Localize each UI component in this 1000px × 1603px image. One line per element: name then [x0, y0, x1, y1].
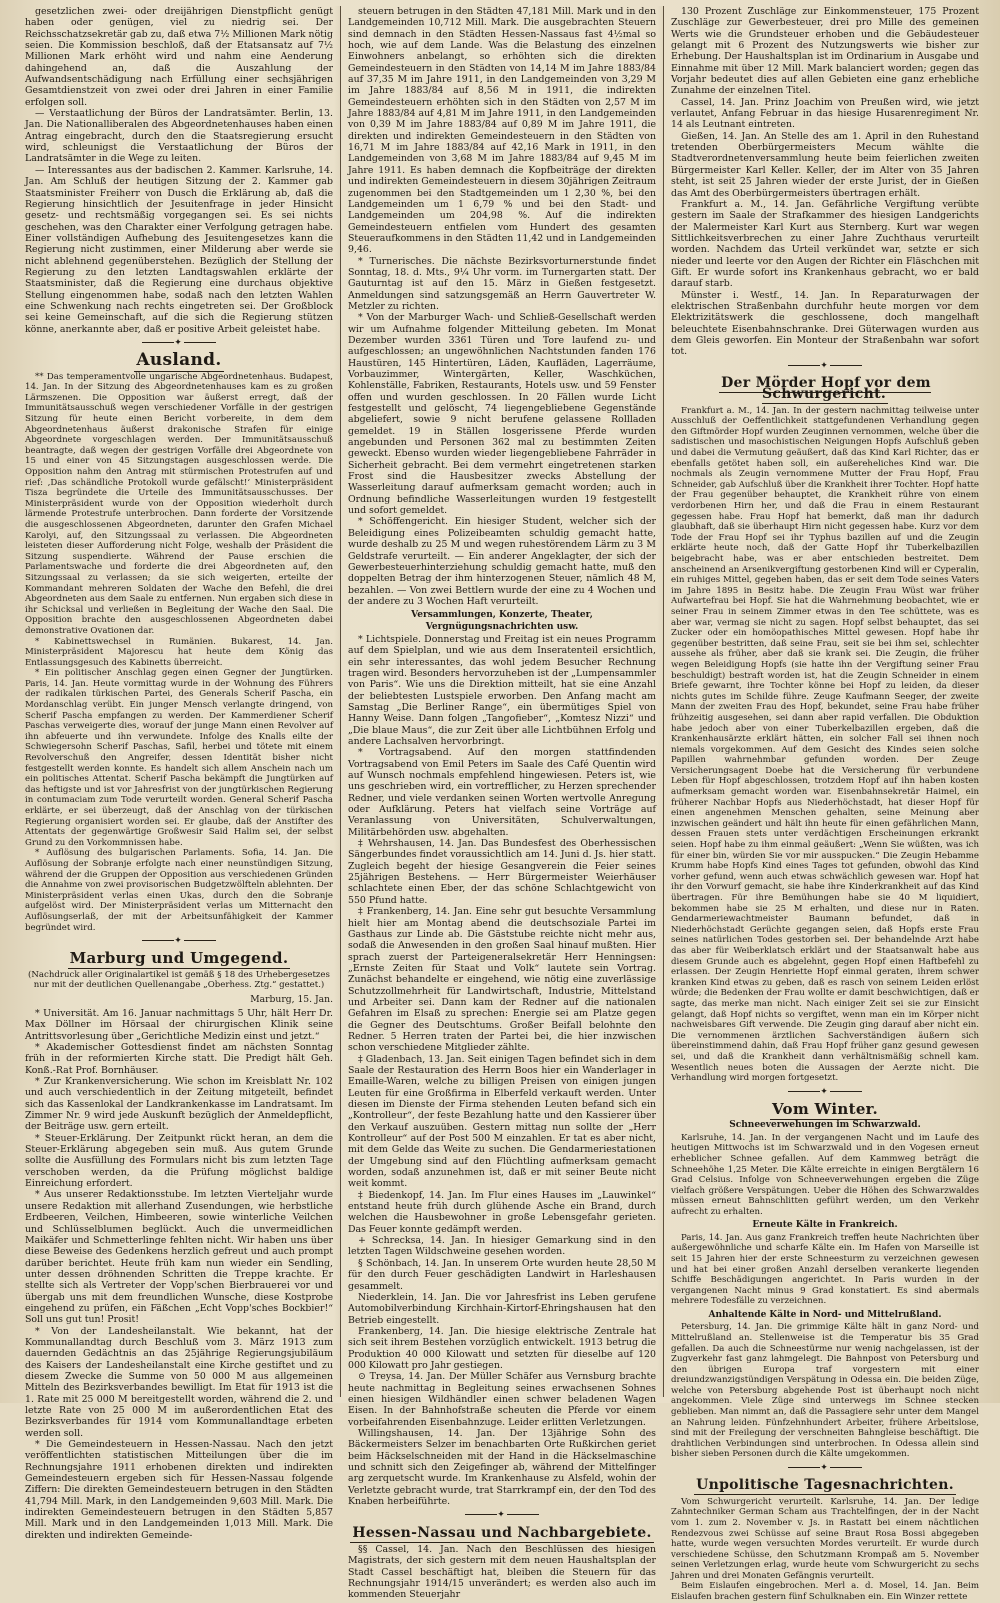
article-paragraph: * Zur Krankenversicherung. Wie schon im Kreisblatt Nr. 102 und auch verschiedentlich in der Zeitung mitgeteilt, befindet sich das Kassenlokal der Landkrankenkasse im Landratsamt. Im Zimmer Nr. 9 wird jede Auskunft bezüglich der Anmeldepflicht, der Beiträge usw. gern erteilt.: [25, 1076, 333, 1133]
article-paragraph: * Steuer-Erklärung. Der Zeitpunkt rückt heran, an dem die Steuer-Erklärung abgegeben sein muß. Aus gutem Grunde sollte die Ausfüllung des Formulars nicht bis zum letzten Tage verschoben werden, da die Prüfung möglichst baldige Einreichung erfordert.: [25, 1132, 333, 1190]
article-paragraph: ‡ Gladenbach, 13. Jan. Seit einigen Tagen befindet sich in dem Saale der Restauration des Herrn Boos hier ein Wanderlager in Emaille-Waren, welche zu billigen Preisen von einigen jungen Leuten für eine Großfirma in Elberfeld verkauft werden. Unter diesen im Dienste der Firma stehenden Leuten befand sich ein „Kontrolleur“, der feste Bezahlung hatte und den Kassierer über den Verkauf auszuüben. Gestern mittag nun sollte der „Herr Kontrolleur“ auf der Post 500 M einzahlen. Er tat es aber nicht, mit dem Gelde das Weite zu suchen. Die Gendarmeriestationen der Umgebung sind auf den Flüchtling aufmerksam gemacht worden, sodaß anzunehmen ist, daß er mit seiner Beute nicht weit kommt.: [348, 1053, 656, 1190]
divider: ✦: [348, 1510, 656, 1521]
column-2: [341, 6, 664, 1601]
article-paragraph: ‡ Wehrshausen, 14. Jan. Das Bundesfest des Oberhessischen Sängerbundes findet voraussichtlich am 14. Juni d. Js. hier statt. Zugleich begeht der hiesige Gesangverein die Feier seines 25jährigen Bestehens. — Herr Bürgermeister Weierhäuser schlachtete einen Eber, der das schöne Schlachtgewicht von 550 Pfund hatte.: [348, 838, 656, 906]
article-paragraph: Frankfurt a. M., 14. Jan. Gefährliche Vergiftung verübte gestern im Saale der Strafkammer des hiesigen Landgerichts der Malermeister Karl Kurt aus Sternberg. Kurt war wegen Sittlichkeitsverbrechen zu einer Jahre Zuchthaus verurteilt worden. Nachdem das Urteil verkündet war, setzte er sich nieder und leerte vor den Augen der Richter ein Fläschchen mit Gift. Er wurde sofort ins Krankenhaus gebracht, wo er bald darauf starb.: [671, 198, 979, 290]
article-paragraph: * Lichtspiele. Donnerstag und Freitag ist ein neues Programm auf dem Spielplan, und wie aus dem Inseratenteil ersichtlich, ein sehr interessantes, das wohl jedem Besucher Rechnung tragen wird. Besonders hervorzuheben ist der „Lumpensammler von Paris“. Wie uns die Direktion mitteilt, hat sie eine Anzahl der beliebtesten Lustspiele erworben. Den Anfang macht am Samstag „Die Berliner Range“, ein übermütiges Spiel von Hanny Weise. Dann folgen „Tangofieber“, „Komtesz Nizzi“ und „Die blaue Maus“, die zur Zeit über alle Lichtbühnen Erfolg und andere Lachsalven hervorbringt.: [348, 633, 656, 747]
article-paragraph: ⊙ Treysa, 14. Jan. Der Müller Schäfer aus Vernsburg brachte heute nachmittag in Begleitung seines erwachsenen Sohnes einen hiesigen Wildhändler einen schwer beladenen Wagen Eisen. In der Bahnhofstraße scheuten die Pferde vor einem vorbeifahrenden Eisenbahnzuge. Leider erlitten Verletzungen.: [348, 1371, 656, 1428]
article-paragraph: * Aus unserer Redaktionsstube. Im letzten Vierteljahr wurde unsere Redaktion mit allerhand Zusendungen, wie herbstliche Erdbeeren, Veilchen, Himbeeren, sowie winterliche Veilchen und Schlüsselblumen beglückt. Auch die unvermeidlichen Maikäfer und Schmetterlinge fehlten nicht. Wir haben uns über diese Beweise des Gedenkens herzlich gefreut und auch prompt darüber berichtet. Heute früh kam nun wieder ein Sendling, unter dessen dröhnenden Schritten die Treppe krachte. Er stellte sich als Vertreter der Vopp'schen Bierbrauerei vor und übergab uns mit dem freundlichen Wunsche, diese Kostprobe eingehend zu prüfen, ein Fäßchen „Echt Vopp'sches Bockbier!“ Soll uns gut tun! Prosit!: [25, 1189, 333, 1326]
article-paragraph: * Von der Marburger Wach- und Schließ-Gesellschaft werden wir um Aufnahme folgender Mitteilung gebeten. Im Monat Dezember wurden 3361 Türen und Tore laufend zu- und aufgeschlossen; an ungewöhnlichen Nachtstunden fanden 176 Haustüren, 145 Hintertüren, Läden, Kaufläden, Lagerräume, Vorbauzimmer, Wintergärten, Keller, Waschküchen, Kohlenställe, Fabriken, Restaurants, Hotels usw. und 59 Fenster offen und wurden geschlossen. In 20 Fällen wurde Licht festgestellt und gelöscht, 74 liegengebliebene Gegenstände abgeliefert, sowie 9 nicht berufene gelassene Rollladen gemeldet. 19 in Ställen losgerissene Pferde wurden angebunden und Personen 362 mal zu bestimmten Zeiten geweckt. Ebenso wurden wieder liegengebliebene Fahrräder in Sicherheit gebracht. Bei dem vermehrt eingetretenen starken Frost sind die Hausbesitzer zwecks Abstellung der Wasserleitung darauf aufmerksam gemacht worden; auch in Ordnung befindliche Wasserleitungen wurden 19 festgestellt und sofort gemeldet.: [348, 312, 656, 517]
subsection-heading: Erneute Kälte in Frankreich.: [752, 1220, 898, 1231]
article-paragraph: Karlsruhe, 14. Jan. In der vergangenen Nacht und im Laufe des heutigen Mittwochs ist im Schwarzwald und in den Vogesen erneut erheblicher Schnee gefallen. Auf dem Kammweg beträgt die Schneehöhe 1,25 Meter. Die Kälte erreichte in einigen Bergtälern 16 Grad Celsius. Infolge von Schneeverwehungen ergeben die Züge vielfach größere Verspätungen. Ueber die Höhen des Schwarzwaldes müssen erneut Bahnschlitten geführt werden, um den Verkehr aufrecht zu erhalten.: [671, 1132, 979, 1217]
column-1: [18, 6, 341, 1541]
article-paragraph: * Von der Landesheilanstalt. Wie bekannt, hat der Kommunallandtag durch Beschluß vom 3. März 1913 zum dauernden Gedächtnis an das 25jährige Regierungsjubiläum des Kaisers der Landesheilanstalt eine Kirche gestiftet und zu diesem Zwecke die Summe von 50 000 M aus allgemeinen Mitteln des Bezirksverbandes bewilligt. Im Etat für 1913 ist die 1. Rate mit 25 000 M bereitgestellt worden, während die 2. und letzte Rate von 25 000 M im außerordentlichen Etat des Bezirksverbandes für 1914 vom Kommunallandtage erbeten werden soll.: [25, 1325, 333, 1439]
divider: ✦: [25, 338, 333, 349]
article-paragraph: * Universität. Am 16. Januar nachmittags 5 Uhr, hält Herr Dr. Max Döllner im Hörsaal der chirurgischen Klinik seine Antrittsvorlesung über „Gerichtliche Medizin einst und jetzt.“: [25, 1007, 333, 1042]
article-paragraph: Paris, 14. Jan. Aus ganz Frankreich treffen heute Nachrichten über außergewöhnliche und scharfe Kälte ein. Im Hafen von Marseille ist seit 15 Jahren hier der erste Schneesturm zu verzeichnen gewesen und hat bei einer großen Anzahl derselben verankerte liegenden Schiffe Beschädigungen angerichtet. In Paris wurden in der vergangenen Nacht minus 9 Grad konstatiert. Es sind abermals mehrere Todesfälle zu verzeichnen.: [671, 1232, 979, 1307]
article-paragraph: + Schrecksa, 14. Jan. In hiesiger Gemarkung sind in den letzten Tagen Wildschweine gesehen worden.: [348, 1235, 656, 1258]
divider: ✦: [25, 936, 333, 947]
article-paragraph: * Turnerisches. Die nächste Bezirksvorturnerstunde findet Sonntag, 18. d. Mts., 9¼ Uhr vorm. im Turnergarten statt. Der Gauturntag ist auf den 15. März in Gießen festgesetzt. Anmeldungen sind satzungsgemäß an Herrn Gauvertreter W. Metzler zu richten.: [348, 255, 656, 312]
article-paragraph: * Die Gemeindesteuern in Hessen-Nassau. Nach den jetzt veröffentlichten statistischen Mitteilungen über die im Rechnungsjahre 1911 erhobenen direkten und indirekten Gemeindesteuern ergeben sich für Hessen-Nassau folgende Ziffern: Die direkten Gemeindesteuern betrugen in den Städten 41,794 Mill. Mark, in den Landgemeinden 9,603 Mill. Mark. Die indirekten Gemeindesteuern betrugen in den Städten 5,857 Mill. Mark und in den Landgemeinden 1,013 Mill. Mark. Die direkten und indirekten Gemeinde-: [25, 1439, 333, 1541]
article-paragraph: ** Das temperamentvolle ungarische Abgeordnetenhaus. Budapest, 14. Jan. In der Sitzung des Abgeordnetenhauses kam es zu großen Lärmszenen. Die Opposition war äußerst erregt, daß der Immunitätsausschuß wegen verschiedener Vorfälle in der gestrigen Sitzung für heute einen Bericht vorbereite, in dem dem Abgeordnetenhaus äußerst drakonische Strafen für einige Abgeordnete vorgeschlagen werden. Der Immunitätsausschuß beantragte, daß wegen der gestrigen Vorfälle drei Abgeordnete von 15 und einer von 45 Sitzungstagen ausgeschlossen werde. Die Opposition nahm den Antrag mit stürmischen Protestrufen auf und rief: ‚Das schändliche Protokoll wurde gefälscht!‘ Ministerpräsident Tisza begründete die Urteile des Immunitätsausschusses. Der Ministerpräsident wurde von der Opposition wiederholt durch lärmende Protestrufe unterbrochen. Dann forderte der Vorsitzende die ausgeschlossenen Abgeordneten, darunter den Grafen Michael Karolyi, auf, den Sitzungssaal zu verlassen. Die Abgeordneten leisteten dieser Aufforderung nicht Folge, weshalb der Präsident die Sitzung suspendierte. Während der Pause erschien die Parlamentswache und forderte die drei Abgeordneten auf, den Sitzungssaal zu verlassen; da sie sich weigerten, erteilte der Kommandant mehreren Soldaten der Wache den Befehl, die drei Abgeordneten aus dem Saale zu entfernen. Nun ergaben sich diese in ihr Schicksal und verließen in Begleitung der Wache den Saal. Die Opposition brachte den ausgeschlossenen Abgeordneten dabei demonstrative Ovationen dar.: [25, 371, 333, 636]
article-paragraph: * Schöffengericht. Ein hiesiger Student, welcher sich der Beleidigung eines Polizeibeamten schuldig gemacht hatte, wurde deshalb zu 25 M und wegen ruhestörendem Lärm zu 3 M Geldstrafe verurteilt. — Ein anderer Angeklagter, der sich der Gewerbesteuerhinterziehung schuldig gemacht hatte, muß den doppelten Betrag der ihm hinterzogenen Steuer, nämlich 48 M, bezahlen. — Von zwei Bettlern wurde der eine zu 4 Wochen und der andere zu 3 Wochen Haft verurteilt.: [348, 516, 656, 607]
article-paragraph: ‡ Frankenberg, 14. Jan. Eine sehr gut besuchte Versammlung hielt hier am Montag abend die deutschsoziale Partei im Gasthaus zur Linde ab. Die Gäststube reichte nicht mehr aus, sodaß die Anwesenden in den großen Saal hinauf mußten. Hier sprach zuerst der Parteigeneralsekretär Herr Henningsen: „Ernste Zeiten für Staat und Volk“ lautete sein Vortrag. Zunächst behandelte er eingehend, wie nötig eine zuverlässige Schutzzollmehrheit für Landwirtschaft, Industrie, Mittelstand und Arbeiter sei. Dann kam der Redner auf die nationalen Gefahren im Elsaß zu sprechen: Energie sei am Platze gegen die Gegner des Deutschtums. Großer Beifall belohnte den Redner. 5 Herren traten der Partei bei, die hier inzwischen schon verschiedene Mitglieder zählte.: [348, 906, 656, 1054]
article-paragraph: — Verstaatlichung der Büros der Landratsämter. Berlin, 13. Jan. Die Nationalliberalen des Abgeordnetenhauses haben einen Antrag eingebracht, durch den die Staatsregierung ersucht wird, schleunigst die Verstaatlichung der Büros der Landratsämter in die Wege zu leiten.: [25, 108, 333, 165]
article-paragraph: * Kabinettswechsel in Rumänien. Bukarest, 14. Jan. Ministerpräsident Majorescu hat heute dem König das Entlassungsgesuch des Kabinetts überreicht.: [25, 636, 333, 668]
article-paragraph: Niederklein, 14. Jan. Die vor Jahresfrist ins Leben gerufene Automobilverbindung Kirchhain-Kirtorf-Ehringshausen hat den Betrieb eingestellt.: [348, 1291, 656, 1326]
section-title-moerder-hopf: Der Mörder Hopf vor dem Schwurgericht.: [721, 375, 931, 403]
article-paragraph: 130 Prozent Zuschläge zur Einkommensteuer, 175 Prozent Zuschläge zur Gewerbesteuer, drei pro Mille des gemeinen Werts wie die Grundsteuer erhoben und die Gebäudesteuer gelangt mit 6 Prozent des Nutzungswerts wie bisher zur Erhebung. Der Haushaltsplan ist im Ordinarium in Ausgabe und Einnahme mit über 12 Mill. Mark balanciert worden; gegen das Vorjahr bedeutet dies auf allen Gebieten eine ganz erhebliche Zunahme der einzelnen Titel.: [671, 6, 979, 97]
article-paragraph: Frankfurt a. M., 14. Jan. In der gestern nachmittag teilweise unter Ausschluß der Oeffentlichkeit stattgefundenen Verhandlung gegen den Giftmörder Hopf wurden Zeuginnen vernommen, welche über die sadistischen und masochistischen Neigungen Hopfs Aufschluß geben und dabei die Vermutung geäußert, daß das Kind Karl Richter, das er ebenfalls getötet haben soll, ein außereheliches Kind war. Die nochmals als Zeugin vernommene Mutter der Frau Hopf, Frau Schneider, gab Aufschluß über die Krankheit ihrer Tochter. Hopf hatte der Frau gegenüber behauptet, die Krankheit rühre von einem verdorbenen Hirn her, und daß die Frau in einem Restaurant gegessen habe. Frau Hopf hat bemerkt, daß man ihr dadurch glaubhaft, daß sie überhaupt Hirn nicht gegessen habe. Kurz vor dem Tode der Frau Hopf sei ihr Typhus bazillen auf und die Zeugin erklärte heute noch, daß der Gatte Hopf ihr Tuberkelbazillen beigebracht habe, was er aber entschieden bestreitet. Dem anscheinend an Arsenikvergiftung gestorbenen Kind will er Cyperalin, ein ruhiges Mittel, gegeben haben, das er seit dem Tode seines Vaters im Jahre 1895 in Besitz habe. Die Zeugin Frau Wüst war früher Aufwartefrau bei Hopf. Sie hat die Wahrnehmung beobachtet, wie er seiner Frau in seinem Zimmer etwas in den Tee schüttete, was es aber war, vermag sie nicht zu sagen. Hopf selbst behauptet, das sei Zucker oder ein homöopathisches Mittel gewesen. Hopf habe ihr gegenüber bestritten, daß seine Frau, seit sie bei ihm sei, schlechter aussehe als früher, aber daß sie krank sei. Die Zeugin, die früher wegen Beleidigung Hopfs (sie hatte ihn der Vergiftung seiner Frau beschuldigt) bestraft worden ist, hat die Zeugin Schneider in einem Briefe gewarnt, ihre Tochter könne bei Hopf zu leiden, da dieser nichts gutes im Schilde führe. Zeuge Kaufmann Seeger, der zweite Mann der zweiten Frau des Hopf, bekundet, seine Frau habe früher frühzeitig ausgesehen, sei dann aber rapid verfallen. Die Obduktion habe jedoch aber von einer Tuberkelbazillen ergeben, daß die Krankenhausärzte erklärt hätten, ein solcher Fall sei ihnen noch niemals vorgekommen. Auf dem Gesicht des Kindes seien solche Papillen wahrnehmbar gefunden worden. Der Zeuge Versicherungsagent Doebe hat die Versicherung für verbundene Leben für Hopf abgeschlossen, trotzdem Hopf auf ihn haben kosten aufmerksam gemacht worden war. Eisenbahnsekretär Haimel, ein früherer Nachbar Hopfs aus Niederhöchstadt, hat dieser Hopf für einen angenehmen Menschen gehalten, seine Meinung aber inzwischen geändert und hält ihn heute für einen gefährlichen Mann, dessen Frauen stets unter verdächtigen Erscheinungen erkrankt seien. Hopf habe zu ihm einmal geäußert: „Wenn Sie wüßten, was ich für einer bin, würden Sie vor mir ausspucken.“ Die Zeugin Hebamme Krumm habe Hopfs Kind eines Tages tot gefunden, obwohl das Kind vorher gefund, wenn auch etwas schwächlich gewesen war. Hopf hat ihr den Vorwurf gemacht, sie habe ihre Kinderkrankheit auf das Kind übertragen. Für ihre Bemühungen habe sie 40 M liquidiert, bekommen habe sie 25 M erhalten, und diese nur in Raten. Gendarmeriewachtmeister Baumann befundet, daß in Niederhöchstadt Gerüchte gegangen seien, daß Hopfs erste Frau seines natürlichen Todes gestorben sei. Der behandelnde Arzt habe das aber für Weiberklatsch erklärt und der Staatsanwalt habe aus diesem Grunde auch es abgelehnt, gegen Hopf einen Haftbefehl zu erlassen. Der Zeugin Henriette Hopf einmal geraten, ihrem schwer kranken Kind etwas zu geben, daß es rasch von seinem Leiden erlöst würde; die Bedenken der Frau wollte er damit beschwichtigen, daß er sagte, das merke man nicht. Nach einiger Zeit sei sie zur Einsicht gelangt, daß Hopf nichts so vergiftet, wenn man ein im Körper nicht nachweisbares Gift verwende. Die Zeugin ging darauf aber nicht ein. Die vernommenen ärztlichen Sachverständigen äußern sich übereinstimmend dahin, daß Frau Hopf früher ganz gesund gewesen sei, und daß die Krankheit dann verhältnismäßig schnell kam. Wesentlich neues boten die Aussagen der Aerzte nicht. Die Verhandlung wird morgen fortgesetzt.: [671, 405, 979, 1084]
subsection-heading: Anhaltende Kälte in Nord- und Mittelrußland.: [708, 1309, 942, 1320]
divider: ✦: [671, 1087, 979, 1098]
article-paragraph: Beim Eislaufen eingebrochen. Merl a. d. Mosel, 14. Jan. Beim Eislaufen brachen gestern fünf Schulknaben ein. Ein Winzer rettete: [671, 1581, 979, 1603]
column-3: [664, 6, 986, 1603]
article-paragraph: Vom Schwurgericht verurteilt. Karlsruhe, 14. Jan. Der ledige Zahntechniker German Scham aus Trachtelfingen, der in der Nacht vom 1. zum 2. November v. Js. in Rastatt bei einem nächtlichen Rendezvous zwei Schüsse auf seine Braut Rosa Bossi abgegeben hatte, wurde wegen versuchten Mordes verurteilt. Er wurde durch verschiedene Schüsse, den Schutzmann Krompaß am 5. November seinen Verletzungen erlag, wurde heute vom Schwurgericht zu sechs Jahren und drei Monaten Gefängnis verurteilt.: [671, 1496, 979, 1581]
subsection-heading: Schneeverwehungen im Schwarzwald.: [729, 1120, 921, 1131]
article-paragraph: Willingshausen, 14. Jan. Der 13jährige Sohn des Bäckermeisters Selzer im benachbarten Orte Rußkirchen geriet beim Häckselschneiden mit der Hand in die Häckselmaschine und schnitt sich den Zeigefinger ab, während der Mittelfinger arg zerquetscht wurde. Im Krankenhause zu Alsfeld, wohin der Verletzte gebracht wurde, trat Starrkrampf ein, der den Tod des Knaben herbeiführte.: [348, 1427, 656, 1508]
article-paragraph: ‡ Biedenkopf, 14. Jan. Im Flur eines Hauses im „Lauwinkel“ entstand heute früh durch glühende Asche ein Brand, durch welchen die Hausbewohner in große Lebensgefahr gerieten. Das Feuer konnte gedämpft werden.: [348, 1189, 656, 1235]
article-paragraph: Cassel, 14. Jan. Prinz Joachim von Preußen wird, wie jetzt verlautet, Anfang Februar in das hiesige Husarenregiment Nr. 14 als Leutnant eintreten.: [671, 96, 979, 131]
section-title-ausland: Ausland.: [136, 350, 222, 371]
subsection-heading: Versammlungen, Konzerte, Theater, Vergnügungsnachrichten usw.: [411, 610, 593, 632]
article-paragraph: * Vortragsabend. Auf den morgen stattfindenden Vortragsabend von Emil Peters im Saale des Café Quentin wird auf Wunsch nochmals empfehlend hingewiesen. Peters ist, wie uns geschrieben wird, ein vortrefflicher, zu Herzen sprechender Redner, und viele verdanken seinen Worten wertvolle Anregung oder Aufklärung. Peters hat vielfach seine Vorträge auf Veranlassung von Universitäten, Schulverwaltungen, Militärbehörden usw. abgehalten.: [348, 747, 656, 838]
article-paragraph: * Akademischer Gottesdienst findet am nächsten Sonntag früh in der reformierten Kirche statt. Die Predigt hält Geh. Konß.-Rat Prof. Bornhäuser.: [25, 1042, 333, 1076]
article-paragraph: Münster i. Westf., 14. Jan. In Reparaturwagen der elektrischen Straßenbahn durchfuhr heute morgen vor dem Elektrizitätswerk die geschlossene, doch mangelhaft beleuchtete Eisenbahnschranke. Drei Güterwagen wurden aus dem Gleis geworfen. Ein Monteur der Straßenbahn war sofort tot.: [671, 289, 979, 358]
article-paragraph: Gießen, 14. Jan. An Stelle des am 1. April in den Ruhestand tretenden Oberbürgermeisters Mecum wählte die Stadtverordnetenversammlung heute beim feierlichen zweiten Bürgermeister Karl Keller. Keller, der im Alter von 35 Jahren steht, ist seit 25 Jahren wieder der erste Jurist, der in Gießen das Amt des Oberbürgermeisters übertragen erhält.: [671, 130, 979, 199]
section-title-tagesnachrichten: Unpolitische Tagesnachrichten.: [696, 1477, 954, 1494]
article-paragraph: gesetzlichen zwei- oder dreijährigen Dienstpflicht genügt haben oder genügen, viel zu niedrig sei. Der Reichsschatzsekretär gab zu, daß etwa 7½ Millionen Mark nötig seien. Die Kommission beschloß, daß der Etatsansatz auf 7½ Millionen Mark erhöht wird und nahm eine Aenderung dahingehend an, daß die Auszahlung der Aufwandsentschädigung nach Erfüllung einer sechsjährigen Gesamtdienstzeit von zwei oder drei Jahren in einer Familie erfolgen soll.: [25, 6, 333, 108]
article-paragraph: — Interessantes aus der badischen 2. Kammer. Karlsruhe, 14. Jan. Am Schluß der heutigen Sitzung der 2. Kammer gab Staatsminister Freiherr von Dusch die Erklärung ab, daß die Regierung hinsichtlich der Jesuitenfrage in jeder Hinsicht gesetz- und rechtsmäßig vorgegangen sei. Es sei nichts geschehen, was den Charakter einer Verfolgung getragen habe. Einer vollständigen Aufhebung des Jesuitengesetzes kann die Regierung nicht zustimmen, einer Milderung aber werde sie nicht ablehnend gegenüberstehen. Bezüglich der Stellung der Regierung zu den letzten Landtagswahlen erklärte der Staatsminister, daß die Regierung eine durchaus objektive Stellung eingenommen habe, sodaß nach den letzten Wahlen eine Schwenkung nach rechts eingetreten sei. Der Großblock sei keine Gemeinschaft, auf die sich die Regierung stützen könne, anerkannte aber, daß er positive Arbeit geleistet habe.: [25, 164, 333, 335]
section-title-marburg: Marburg und Umgegend.: [69, 949, 289, 968]
reprint-note: (Nachdruck aller Originalartikel ist gemäß § 18 des Urhebergesetzes nur mit der deutlichen Quellenangabe „Oberhess. Ztg.“ gestattet.): [28, 969, 330, 991]
article-paragraph: Petersburg, 14. Jan. Die grimmige Kälte hält in ganz Nord- und Mittelrußland an. Stellenweise ist die Temperatur bis 35 Grad gefallen. Da auch die Schneestürme nur wenig nachgelassen, ist der Zugverkehr fast ganz lahmgelegt. Die Bahnpost von Petersburg und den übrigen Europa traf vorgestern mit einer dreiundzwanzigstündigen Verspätung in Odessa ein. Die beiden Züge, welche von Petersburg abgehende Post ist überhaupt noch nicht angekommen. Viele Züge sind unterwegs im Schnee stecken geblieben. Man nimmt an, daß die Passagiere sehr unter dem Mangel an Nahrung leiden. Fünfzehnhundert Arbeiter, frühere Arbeitslose, sind mit der Freilegung der verschneiten Bahngleise beschäftigt. Die drahtlichen Verbindungen sind unterbrochen. In Odessa allein sind bisher sieben Personen durch die Kälte umgekommen.: [671, 1322, 979, 1460]
article-paragraph: §§ Cassel, 14. Jan. Nach den Beschlüssen des hiesigen Magistrats, der sich gestern mit dem neuen Haushaltsplan der Stadt Cassel beschäftigt hat, bleiben die Steuern für das Rechnungsjahr 1914/15 unverändert; es werden also auch im kommenden Steuerjahr: [348, 1544, 656, 1601]
article-paragraph: steuern betrugen in den Städten 47,181 Mill. Mark und in den Landgemeinden 10,712 Mill. Mark. Die ausgebrachten Steuern sind demnach in den Städten Hessen-Nassaus fast 4½mal so hoch, wie auf dem Lande. Was die Belastung des einzelnen Einwohners anbelangt, so erhöhten sich die direkten Gemeindesteuern in den Städten von 14,14 M im Jahre 1883/84 auf 37,35 M im Jahre 1911, in den Landgemeinden von 3,29 M im Jahre 1883/84 auf 8,56 M in 1911, die indirekten Gemeindesteuern erhöhten sich in den Städten von 2,57 M im Jahre 1883/84 auf 4,81 M im Jahre 1911, in den Landgemeinden von 0,39 M im Jahre 1883/84 auf 0,89 M im Jahre 1911, die direkten und indirekten Gemeindesteuern in den Städten von 16,71 M im Jahre 1883/84 auf 42,16 Mark in 1911, in den Landgemeinden von 3,68 M im Jahre 1883/84 auf 9,45 M im Jahre 1911. Es haben demnach die Kopfbeiträge der direkten und indirekten Gemeindesteuern in diesem 30jährigen Zeitraum zugenommen bei den Stadtgemeinden um 1 2,30 %, bei den Landgemeinden um 1 6,79 % und bei den Stadt- und Landgemeinden um 204,98 %. Auf die indirekten Gemeindesteuern entfielen vom Hundert des gesamten Steueraufkommens in den Städten 11,42 und in Landgemeinden 9,46.: [348, 6, 656, 256]
divider: ✦: [671, 1463, 979, 1474]
column-container: [18, 6, 986, 1603]
article-paragraph: § Schönbach, 14. Jan. In unserem Orte wurden heute 28,50 M für den durch Feuer geschädigten Landwirt in Harleshausen gesammelt.: [348, 1257, 656, 1292]
article-paragraph: * Auflösung des bulgarischen Parlaments. Sofia, 14. Jan. Die Auflösung der Sobranje erfolgte nach einer neunstündigen Sitzung, während der die Gruppen der Opposition aus verschiedenen Gründen die Annahme von zwei provisorischen Budgetzwölfteln ablehnten. Der Ministerpräsident verlas einen Ukas, durch den die Sobranje aufgelöst wird. Der Ministerpräsident verlas um Mitternacht den Auflösungserlaß, der mit der Arbeitsunfähigkeit der Kammer begründet wird.: [25, 848, 333, 933]
section-title-winter: Vom Winter.: [771, 1100, 879, 1119]
dateline: Marburg, 15. Jan.: [250, 993, 333, 1005]
divider: ✦: [671, 361, 979, 372]
article-paragraph: Frankenberg, 14. Jan. Die hiesige elektrische Zentrale hat sich seit ihrem Bestehen vorzüglich entwickelt. 1913 betrug die Produktion 40 000 Kilowatt und setzten für dieselbe auf 120 000 Kilowatt pro Jahr gestiegen.: [348, 1325, 656, 1371]
section-title-hessen-nassau: Hessen-Nassau und Nachbargebiete.: [352, 1524, 652, 1541]
article-paragraph: * Ein politischer Anschlag gegen einen Gegner der Jungtürken. Paris, 14. Jan. Heute vormittag wurde in der Wohnung des Führers der radikalen türkischen Partei, des Generals Scherif Pascha, ein Mordanschlag verübt. Ein junger Mensch verlangte dringend, von Scherif Pascha empfangen zu werden. Der Kammerdiener Scherif Paschas verweigerte dies, worauf der junge Mann einen Revolver auf ihn abfeuerte und ihn verwundete. Infolge des Knalls eilte der Schwiegersohn Scherif Paschas, Safil, herbei und tötete mit einem Revolverschuß den Angreifer, dessen Identität bisher nicht festgestellt werden konnte. Es handelt sich allem Anschein nach um ein politisches Attentat. Scherif Pascha bekämpft die Jungtürken auf das heftigste und ist vor Jahresfrist von der jungtürkischen Regierung in contumaciam zum Tode verurteilt worden. General Scherif Pascha erklärte, er sei überzeugt, daß der Anschlag von der türkischen Regierung organisiert worden sei. Er glaube, daß der Anstifter des Attentats der gegenwärtige Großwesir Said Halim sei, der selbst Grund zu den Vorkommnissen habe.: [25, 668, 333, 848]
